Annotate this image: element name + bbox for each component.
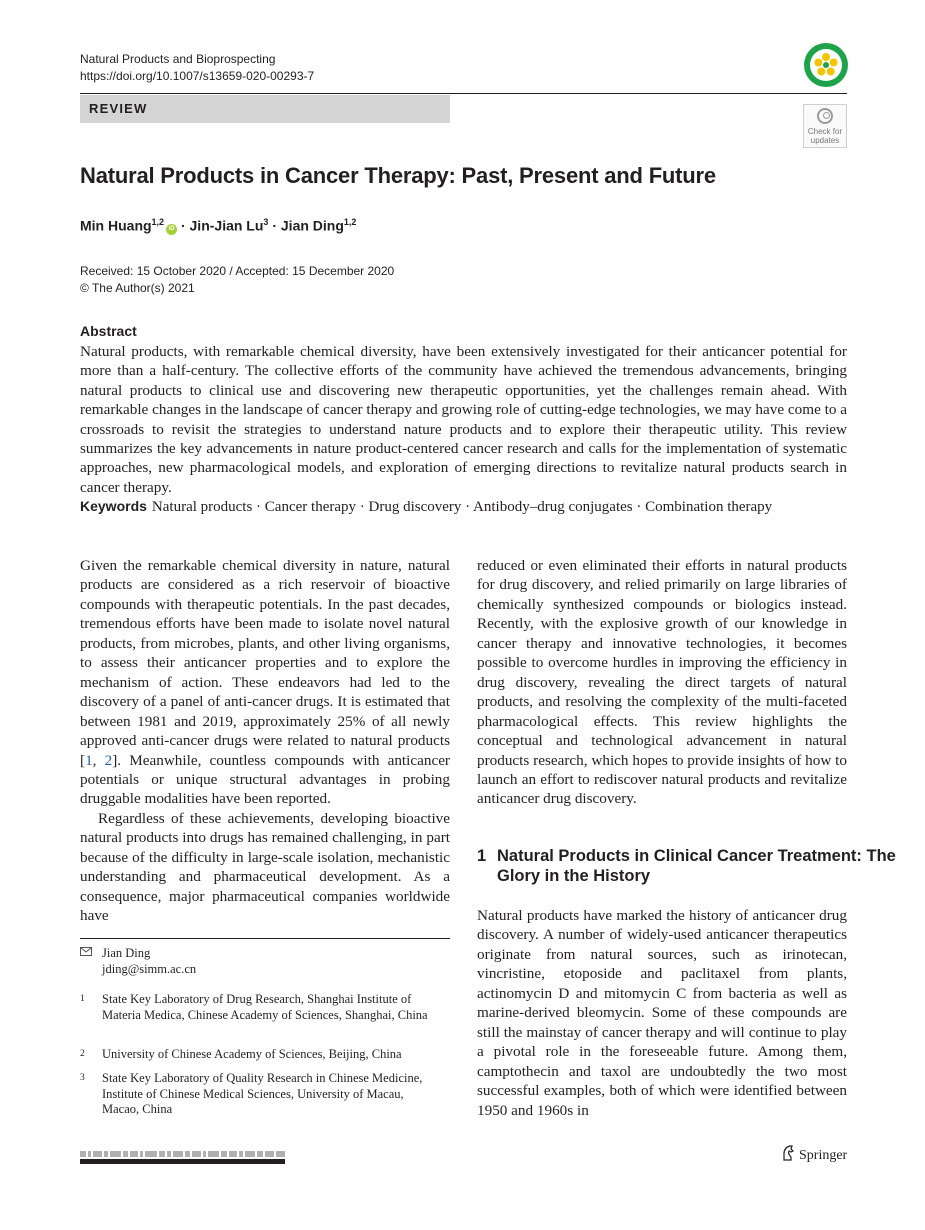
- footer-barcode: [80, 1150, 285, 1164]
- springer-horse-icon: [781, 1145, 795, 1161]
- author-list: [80, 217, 356, 235]
- abstract-heading: Abstract: [80, 323, 137, 339]
- publication-dates: [80, 263, 394, 297]
- author-affiliation: 1,2: [343, 217, 357, 227]
- paragraph-text: Given the remarkable chemical diversity in nature, natural products are considered as a rich reservoir of bioactive compounds with therapeutic potentials. In the past decades, tremendous efforts have been made to isolate novel natural products, from microbes, plants, and other living organisms, to assess their anticancer properties and to explore the mechanism of action. These endeavors had led to the discovery of a panel of anti-cancer drugs. It is estimated that between 1981 and 2019, approximately 25% of all newly approved anti-cancer drugs were related to natural products [: [80, 557, 450, 769]
- paragraph: [80, 556, 450, 809]
- update-icon: [817, 108, 833, 124]
- body-column-right-continued: [477, 906, 847, 1120]
- author-separator: ·: [177, 217, 190, 234]
- section-title: Natural Products in Clinical Cancer Treatment: The Glory in the History: [497, 847, 896, 885]
- citation-link[interactable]: 1: [85, 751, 93, 769]
- paragraph: reduced or even eliminated their efforts in natural products for drug discovery, and relied primarily on large libraries of chemically synthesized compounds or biologics instead. Recently, with the explosive growth of our knowledge in cancer therapy and innovative technologies, it becomes possible to overcome hurdles in improving the efficiency in drug discovery, revealing the direct targets of natural products, and resolving the complexity of the multi-faceted pharmacological effects. This review highlights the conceptual and technological advancement in natural products research, which hopes to provide insights of how to launch an effort to rediscover natural products and revitalize anticancer drug discovery.: [477, 557, 847, 808]
- affiliation-mark: 1: [80, 994, 85, 1004]
- section-heading: [477, 846, 925, 886]
- orcid-icon[interactable]: iD: [166, 224, 177, 235]
- keywords-label: Keywords: [80, 498, 147, 514]
- author-name[interactable]: Jian Ding: [280, 217, 344, 234]
- affiliation-text: State Key Laboratory of Drug Research, Shanghai Institute of Materia Medica, Chinese Academy of Sciences, Shanghai, China: [102, 992, 428, 1022]
- affiliation-mark: 3: [80, 1073, 85, 1083]
- citation-separator: ,: [92, 751, 105, 769]
- author-name[interactable]: Jin-Jian Lu: [189, 217, 264, 234]
- abstract-text: Natural products, with remarkable chemical diversity, have been extensively investigated for their anticancer potential for more than a half-century. The collective efforts of the community have achieved the tremendous advancements, bringing natural products to clinical use and discovering new therapeutic opportunities, yet the challenges remain ahead. With remarkable changes in the landscape of cancer therapy and growing role of cutting-edge technologies, we may have come to a crossroads to revisit the strategies to understand nature products and to explore their therapeutic utility. This review summarizes the key advancements in nature product-centered cancer research and calls for the implementation of systematic approaches, new pharmacological models, and exploration of emerging directions to revitalize natural products search in cancer therapy.: [80, 343, 847, 496]
- article-title: Natural Products in Cancer Therapy: Past, Present and Future: [80, 163, 716, 188]
- affiliation-mark: 2: [80, 1049, 85, 1059]
- publisher-mark: [781, 1145, 847, 1164]
- check-updates-line1: Check for: [807, 127, 843, 136]
- article-type-label: REVIEW: [89, 101, 148, 116]
- corresponding-name: Jian Ding: [102, 946, 151, 960]
- affiliation-text: University of Chinese Academy of Sciences, Beijing, China: [102, 1047, 402, 1061]
- check-for-updates-button[interactable]: [803, 104, 847, 148]
- footnote-rule: [80, 938, 450, 939]
- header-rule: [80, 93, 847, 94]
- journal-name: Natural Products and Bioprospecting: [80, 52, 276, 66]
- body-column-right: [477, 556, 847, 809]
- copyright: © The Author(s) 2021: [80, 281, 195, 295]
- author-separator: ·: [268, 217, 281, 234]
- section-number: 1: [477, 847, 487, 865]
- journal-header: [80, 51, 314, 85]
- author-affiliation: 3: [263, 217, 269, 227]
- paragraph: Natural products have marked the history of anticancer drug discovery. A number of widely-used anticancer therapeutics originate from natural sources, such as irinotecan, vincristine, etoposide and paclitaxel from plants, actinomycin D and mitomycin C from bacteria as well as marine-derived bleomycin. Some of these compounds are still the mainstay of cancer therapy and will continue to play a pivotal role in the foreseeable future. Among them, camptothecin and taxol are undoubtedly the two most successful examples, both of which were identified between 1950 and 1960s in: [477, 907, 847, 1119]
- corresponding-email[interactable]: jding@simm.ac.cn: [102, 961, 197, 976]
- citation-link[interactable]: 2: [104, 751, 113, 769]
- doi-link[interactable]: https://doi.org/10.1007/s13659-020-00293-7: [80, 69, 315, 83]
- affiliation-note: [80, 992, 432, 1023]
- author-name[interactable]: Min Huang: [80, 217, 152, 234]
- received-accepted: Received: 15 October 2020 / Accepted: 15 December 2020: [80, 264, 395, 278]
- affiliation-text: State Key Laboratory of Quality Research in Chinese Medicine, Institute of Chinese Medical Sciences, University of Macau, Macao, China: [102, 1071, 423, 1117]
- corresponding-author: [80, 946, 432, 977]
- paragraph-text: ]. Meanwhile, countless compounds with anticancer potentials or unique structural advantages in probing druggable modalities have been reported.: [80, 751, 450, 808]
- author-affiliation: 1,2: [151, 217, 165, 227]
- body-column-left: [80, 556, 450, 926]
- paragraph: Regardless of these achievements, developing bioactive natural products into drugs has remained challenging, in part because of the difficulty in large-scale isolation, mechanistic understanding and pharmaceutical development. As a consequence, major pharmaceutical companies worldwide have: [80, 809, 450, 925]
- keywords: [80, 498, 772, 516]
- check-updates-line2: updates: [810, 136, 840, 145]
- affiliation-note: [80, 1071, 432, 1118]
- affiliation-note: [80, 1047, 432, 1063]
- keywords-list: Natural products · Cancer therapy · Drug discovery · Antibody–drug conjugates · Combination therapy: [151, 499, 773, 515]
- journal-logo-icon: [803, 42, 849, 88]
- publisher-name: Springer: [799, 1148, 848, 1163]
